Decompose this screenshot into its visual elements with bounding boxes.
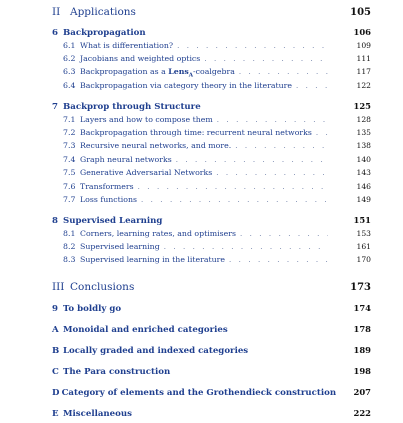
toc-entry-number: 6.3 [63,67,76,76]
toc-page-number: 207 [353,387,371,397]
toc-entry-title: Backpropagation through time: recurrent neural networks [80,128,312,137]
toc-entry-title: Graph neural networks [80,155,172,164]
dot-leader [217,116,328,124]
toc-page-number: 122 [356,81,371,90]
toc-page-number: 170 [356,255,371,264]
toc-entry-title: The Para construction [63,367,171,377]
toc-page-number: 105 [350,7,371,18]
toc-section-entry[interactable] [0,41,403,50]
toc-page-number: 125 [353,101,371,111]
toc-section-entry[interactable] [0,242,403,251]
toc-entry-number: 7.2 [63,128,76,137]
toc-entry-title: Recursive neural networks, and more. [80,141,232,150]
toc-entry-title: Category of elements and the Grothendieck construction [61,388,337,398]
toc-page-number: 161 [356,242,371,251]
toc-entry-title: Loss functions [80,195,137,204]
toc-section-entry[interactable] [0,255,403,264]
toc-page-number: 140 [356,155,371,164]
toc-section-entry[interactable] [0,115,403,124]
toc-entry-number: 7.1 [63,115,76,124]
toc-chapter-entry[interactable] [0,101,403,112]
toc-page-number: 178 [353,324,371,334]
toc-entry-number: III [52,281,65,293]
toc-entry-number: 6.2 [63,54,76,63]
toc-entry-title: Corners, learning rates, and optimisers [80,229,236,238]
toc-entry-title: Transformers [80,182,134,191]
toc-page-number: 173 [350,282,371,293]
toc-entry-number: II [52,6,61,18]
toc-section-entry[interactable] [0,81,403,90]
dot-leader [296,82,328,90]
toc-entry-title: Generative Adversarial Networks [80,168,213,177]
toc-chapter-entry[interactable] [0,345,403,356]
toc-entry-title: Jacobians and weighted optics [80,54,201,63]
toc-part-entry[interactable] [0,281,403,293]
toc-page-number: 117 [356,67,371,76]
toc-page-number: 149 [356,195,371,204]
toc-entry-number: 6.1 [63,41,76,50]
dot-leader [141,196,328,204]
toc-chapter-entry[interactable] [0,303,403,314]
toc-page-number: 174 [353,303,371,313]
toc-page-number: 153 [356,229,371,238]
dot-leader [239,68,328,76]
toc-page-number: 106 [353,27,371,37]
toc-entry-title: Supervised Learning [63,216,163,226]
toc-section-entry[interactable] [0,195,403,204]
toc-entry-number: E [52,409,59,419]
toc-page-number: 111 [356,54,371,63]
toc-chapter-entry[interactable] [0,324,403,335]
toc-chapter-entry[interactable] [0,366,403,377]
toc-page-number: 146 [356,182,371,191]
toc-entry-number: 8.1 [63,229,76,238]
toc-chapter-entry[interactable] [0,408,403,419]
toc-entry-title: Monoidal and enriched categories [63,325,228,335]
toc-entry-number: 6 [52,28,58,38]
toc-entry-title: Backpropagation as a Lens$_A$-coalgebra [80,67,235,79]
toc-section-entry[interactable] [0,182,403,191]
toc-entry-title: Backpropagation via category theory in the literature [80,81,292,90]
toc-entry-title: Backprop through Structure [63,102,201,112]
toc-part-entry[interactable] [0,6,403,18]
toc-page-number: 189 [353,345,371,355]
dot-leader [138,183,328,191]
toc-entry-number: 8.3 [63,255,76,264]
toc-page-number: 151 [353,215,371,225]
toc-entry-title: Locally graded and indexed categories [63,346,249,356]
toc-entry-title: Layers and how to compose them [80,115,213,124]
dot-leader [216,169,328,177]
toc-entry-number: 7.7 [63,195,76,204]
toc-entry-title: Supervised learning [80,242,160,251]
toc-page-number: 128 [356,115,371,124]
toc-page-number: 222 [353,408,371,418]
toc-section-entry[interactable] [0,54,403,63]
toc-page-number: 198 [353,366,371,376]
toc-page-number: 138 [356,141,371,150]
toc-page-number: 109 [356,41,371,50]
toc-entry-number: 7.3 [63,141,76,150]
toc-entry-title: Applications [70,6,136,18]
toc-chapter-entry[interactable] [0,387,403,398]
toc-entry-title: Conclusions [70,281,135,293]
toc-chapter-entry[interactable] [0,27,403,38]
toc-section-entry[interactable] [0,128,403,137]
dot-leader [177,42,328,50]
toc-entry-title: To boldly go [63,304,122,314]
toc-entry-number: A [52,325,59,335]
toc-entry-number: 9 [52,304,58,314]
toc-section-entry[interactable] [0,141,403,150]
toc-entry-number: 8 [52,216,58,226]
dot-leader [204,55,328,63]
dot-leader [240,230,328,238]
dot-leader [176,156,328,164]
toc-section-entry[interactable] [0,168,403,177]
toc-entry-number: B [52,346,60,356]
toc-entry-number: 7.6 [63,182,76,191]
toc-entry-number: 8.2 [63,242,76,251]
toc-chapter-entry[interactable] [0,215,403,226]
toc-entry-number: 6.4 [63,81,76,90]
dot-leader [229,256,328,264]
dot-leader [164,243,328,251]
toc-entry-title: Backpropagation [63,28,146,38]
toc-page-number: 143 [356,168,371,177]
toc-page-number: 135 [356,128,371,137]
toc-entry-number: C [52,367,59,377]
toc-entry-number: D [52,388,60,398]
toc-entry-title: Miscellaneous [63,409,132,419]
dot-leader [235,142,328,150]
toc-entry-number: 7.4 [63,155,76,164]
toc-entry-number: 7.5 [63,168,76,177]
toc-entry-title: What is differentiation? [80,41,174,50]
toc-entry-title: Supervised learning in the literature [80,255,226,264]
dot-leader [316,129,328,137]
toc-section-entry[interactable] [0,155,403,164]
toc-section-entry[interactable] [0,67,403,79]
toc-section-entry[interactable] [0,229,403,238]
toc-entry-number: 7 [52,102,58,112]
